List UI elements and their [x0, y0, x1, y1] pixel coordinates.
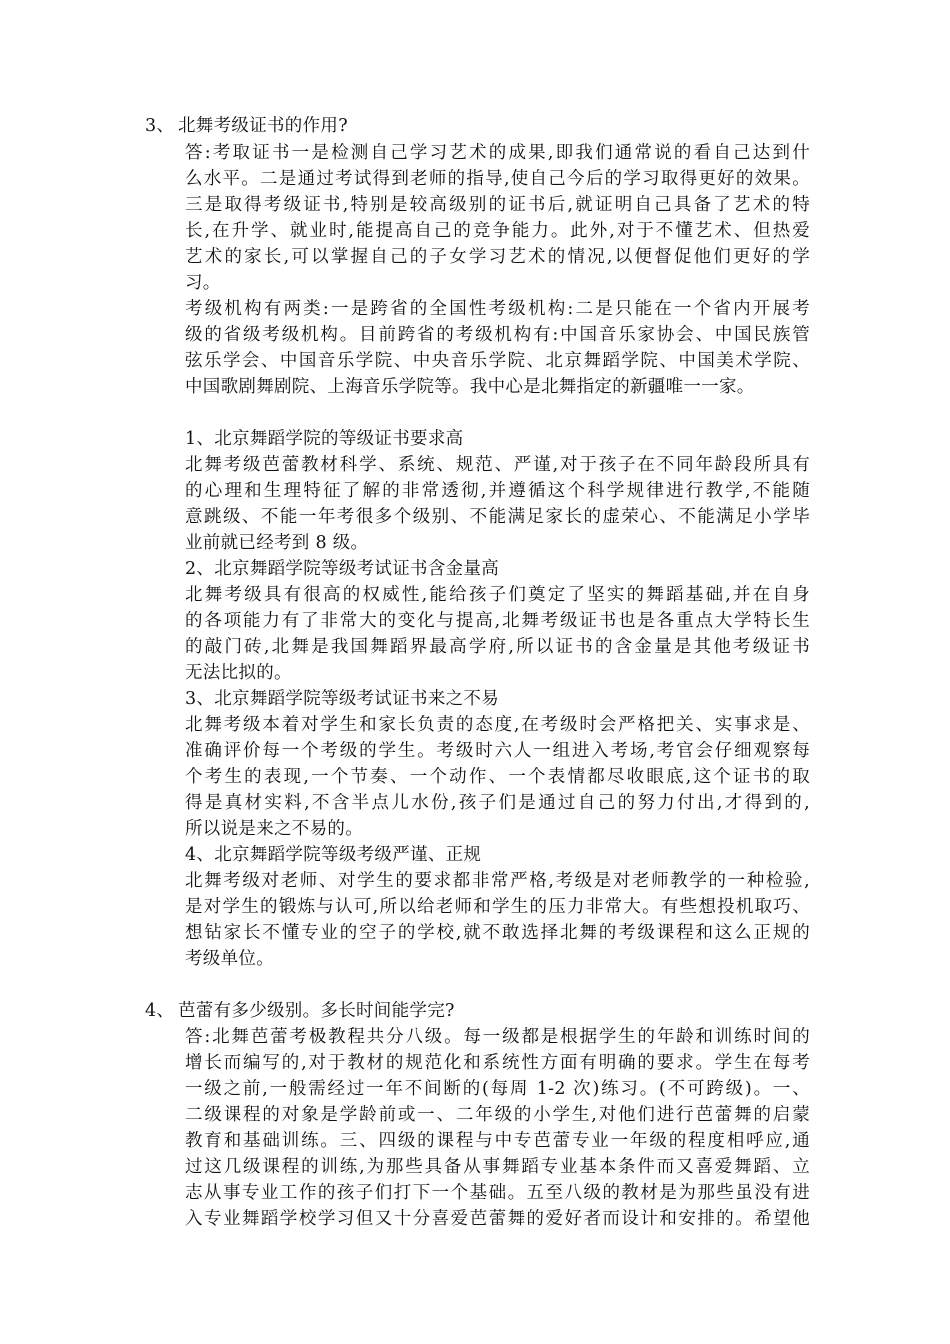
q4-answer-line: 入专业舞蹈学校学习但又十分喜爱芭蕾舞的爱好者而设计和安排的。希望他 [185, 1209, 810, 1229]
q4-answer-line: 二级课程的对象是学龄前或一、二年级的小学生,对他们进行芭蕾舞的启蒙 [185, 1105, 810, 1125]
point-4-line: 考级单位。 [185, 949, 274, 969]
q4-answer-line: 过这几级课程的训练,为那些具备从事舞蹈专业基本条件而又喜爱舞蹈、立 [185, 1157, 810, 1177]
point-1-line: 意跳级、不能一年考很多个级别、不能满足家长的虚荣心、不能满足小学毕 [185, 507, 810, 527]
institutions-line: 级的省级考级机构。目前跨省的考级机构有:中国音乐家协会、中国民族管 [185, 325, 810, 345]
question-4-number: 4、 [145, 1001, 175, 1021]
institutions-line: 考级机构有两类:一是跨省的全国性考级机构:二是只能在一个省内开展考 [185, 299, 810, 319]
point-3-line: 得是真材实料,不含半点儿水份,孩子们是通过自己的努力付出,才得到的, [185, 793, 810, 813]
q3-answer-line: 么水平。二是通过考试得到老师的指导,使自己今后的学习取得更好的效果。 [185, 169, 810, 189]
point-3-line: 准确评价每一个考级的学生。考级时六人一组进入考场,考官会仔细观察每 [185, 741, 810, 761]
point-2-heading: 2、北京舞蹈学院等级考试证书含金量高 [185, 559, 500, 579]
point-4-line: 想钻家长不懂专业的空子的学校,就不敢选择北舞的考级课程和这么正规的 [185, 923, 810, 943]
q3-answer-line: 艺术的家长,可以掌握自己的子女学习艺术的情况,以便督促他们更好的学 [185, 247, 810, 267]
question-4-title: 芭蕾有多少级别。多长时间能学完? [178, 1001, 455, 1021]
point-2-line: 北舞考级具有很高的权威性,能给孩子们奠定了坚实的舞蹈基础,并在自身 [185, 585, 810, 605]
q3-answer-line: 答:考取证书一是检测自己学习艺术的成果,即我们通常说的看自己达到什 [185, 143, 810, 163]
point-3-line: 北舞考级本着对学生和家长负责的态度,在考级时会严格把关、实事求是、 [185, 715, 810, 735]
point-2-line: 的敲门砖,北舞是我国舞蹈界最高学府,所以证书的含金量是其他考级证书 [185, 637, 810, 657]
q4-answer-line: 志从事专业工作的孩子们打下一个基础。五至八级的教材是为那些虽没有进 [185, 1183, 810, 1203]
question-3-heading [145, 113, 348, 139]
point-1-line: 业前就已经考到 8 级。 [185, 533, 369, 553]
point-3-heading: 3、北京舞蹈学院等级考试证书来之不易 [185, 689, 500, 709]
q3-answer-line: 长,在升学、就业时,能提高自己的竞争能力。此外,对于不懂艺术、但热爱 [185, 221, 810, 241]
question-4-heading [145, 998, 455, 1024]
point-3-line: 个考生的表现,一个节奏、一个动作、一个表情都尽收眼底,这个证书的取 [185, 767, 810, 787]
q4-answer-line: 增长而编写的,对于教材的规范化和系统性方面有明确的要求。学生在每考 [185, 1053, 810, 1073]
q4-answer-line: 答:北舞芭蕾考极教程共分八级。每一级都是根据学生的年龄和训练时间的 [185, 1027, 810, 1047]
question-3-number: 3、 [145, 116, 175, 136]
point-4-line: 是对学生的锻炼与认可,所以给老师和学生的压力非常大。有些想投机取巧、 [185, 897, 810, 917]
question-3-title: 北舞考级证书的作用? [178, 116, 348, 136]
institutions-line: 中国歌剧舞剧院、上海音乐学院等。我中心是北舞指定的新疆唯一一家。 [185, 377, 755, 397]
point-2-line: 无法比拟的。 [185, 663, 292, 683]
q4-answer-line: 教育和基础训练。三、四级的课程与中专芭蕾专业一年级的程度相呼应,通 [185, 1131, 810, 1151]
point-4-line: 北舞考级对老师、对学生的要求都非常严格,考级是对老师教学的一种检验, [185, 871, 810, 891]
institutions-line: 弦乐学会、中国音乐学院、中央音乐学院、北京舞蹈学院、中国美术学院、 [185, 351, 810, 371]
point-1-line: 的心理和生理特征了解的非常透彻,并遵循这个科学规律进行教学,不能随 [185, 481, 810, 501]
q3-answer-line: 习。 [185, 273, 221, 293]
point-1-heading: 1、北京舞蹈学院的等级证书要求高 [185, 429, 464, 449]
point-2-line: 的各项能力有了非常大的变化与提高,北舞考级证书也是各重点大学特长生 [185, 611, 810, 631]
point-1-line: 北舞考级芭蕾教材科学、系统、规范、严谨,对于孩子在不同年龄段所具有 [185, 455, 810, 475]
q3-answer-line: 三是取得考级证书,特别是较高级别的证书后,就证明自己具备了艺术的特 [185, 195, 810, 215]
point-4-heading: 4、北京舞蹈学院等级考级严谨、正规 [185, 845, 482, 865]
point-3-line: 所以说是来之不易的。 [185, 819, 363, 839]
q4-answer-line: 一级之前,一般需经过一年不间断的(每周 1-2 次)练习。(不可跨级)。一、 [185, 1079, 810, 1099]
